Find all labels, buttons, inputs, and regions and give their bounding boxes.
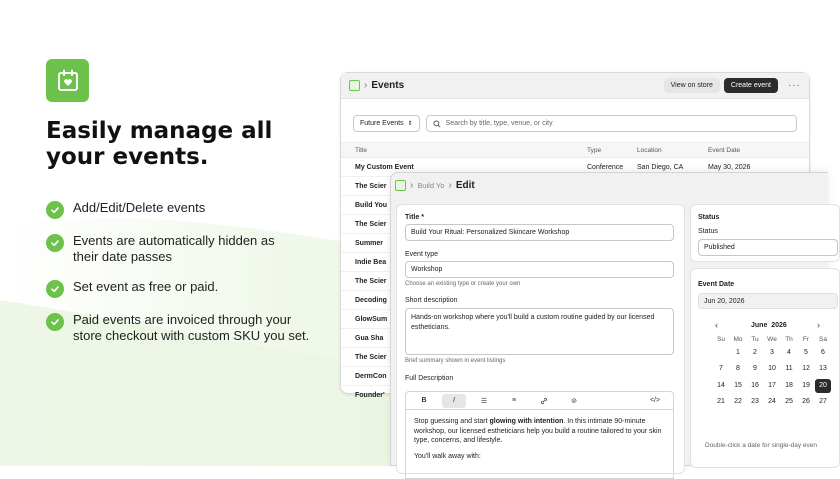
table-cell: The Scier	[355, 353, 387, 361]
more-actions-icon[interactable]: ···	[788, 80, 801, 91]
weekday-label: Fr	[802, 336, 810, 343]
feature-item	[46, 200, 336, 219]
event-date-card	[690, 268, 840, 468]
create-event-button[interactable]: Create event	[724, 78, 778, 93]
ordered-list-icon: ≡	[511, 397, 517, 404]
status-label: Status	[698, 228, 718, 235]
calendar-day[interactable]: 22	[734, 397, 742, 405]
status-heading: Status	[698, 214, 720, 221]
calendar-day[interactable]: 13	[819, 365, 827, 373]
weekday-label: Th	[785, 336, 793, 343]
full-description-label: Full Description	[405, 375, 454, 382]
view-on-store-button[interactable]: View on store	[664, 78, 720, 93]
weekday-label: Mo	[733, 336, 743, 343]
weekday-label: Tu	[751, 336, 759, 343]
app-logo	[46, 59, 89, 102]
calendar-day[interactable]: 15	[734, 381, 742, 389]
event-filter-select[interactable]: Future Events ⇕	[353, 115, 420, 132]
feature-text: Add/Edit/Delete events	[73, 200, 206, 215]
calendar-day[interactable]: 17	[768, 381, 776, 389]
edit-header	[391, 173, 828, 197]
calendar-month-year: June 2026	[751, 322, 787, 329]
table-cell: Build You	[355, 201, 388, 209]
calendar-day[interactable]: 6	[821, 349, 825, 356]
event-type-label: Event type	[405, 251, 439, 258]
events-header	[341, 73, 809, 99]
calendar-day[interactable]: 11	[785, 365, 793, 373]
filter-bar	[341, 99, 809, 142]
editor-toolbar	[405, 391, 674, 409]
calendar-day[interactable]: 1	[736, 349, 740, 356]
page-title: Events	[371, 80, 405, 91]
editor-paragraph: Stop guessing and start glowing with intention. In this intimate 90-minute workshop, our licensed estheticians help you build a routine tailored to your skin type, concerns, and lifestyle.	[414, 418, 662, 444]
calendar-day[interactable]: 16	[751, 381, 759, 389]
code-icon: </>	[649, 397, 661, 404]
calendar-day[interactable]: 9	[753, 365, 757, 373]
breadcrumb-chevron-icon: ›	[448, 179, 452, 191]
breadcrumb-event[interactable]: Build Yo	[417, 180, 445, 190]
bold-button[interactable]: B	[421, 397, 427, 404]
table-cell: My Custom Event	[355, 163, 414, 171]
ordered-list-button[interactable]	[502, 394, 526, 408]
table-cell: May 30, 2026	[708, 163, 751, 171]
calendar-day[interactable]: 27	[819, 397, 827, 405]
table-cell: Conference	[587, 163, 624, 171]
check-icon	[46, 313, 64, 331]
table-cell: DermCon	[355, 372, 387, 380]
calendar-day[interactable]: 10	[768, 365, 776, 373]
table-cell: Decoding	[355, 296, 387, 304]
status-card	[690, 204, 840, 262]
column-type[interactable]: Type	[587, 146, 602, 154]
table-header	[341, 142, 809, 158]
event-type-hint: Choose an existing type or create your own	[405, 281, 521, 287]
calendar-day[interactable]: 5	[804, 349, 808, 356]
search-input[interactable]: Search by title, type, venue, or city	[426, 115, 797, 132]
title-label: Title *	[405, 214, 424, 221]
check-icon	[46, 234, 64, 252]
event-type-input[interactable]: Workshop	[405, 261, 674, 278]
bullet-list-button[interactable]	[472, 394, 496, 408]
edit-window	[390, 172, 828, 466]
app-icon[interactable]	[349, 80, 360, 91]
calendar-day[interactable]: 19	[802, 381, 810, 389]
weekday-label: Sa	[819, 336, 827, 343]
calendar-day[interactable]: 3	[770, 349, 774, 356]
feature-item	[46, 279, 336, 298]
feature-item	[46, 233, 336, 265]
table-cell: The Scier	[355, 277, 387, 285]
clear-format-button[interactable]	[562, 394, 586, 408]
headline-line-2: your events.	[46, 144, 209, 170]
calendar-day[interactable]: 4	[787, 349, 791, 356]
select-chevron-icon: ⇕	[407, 121, 413, 127]
next-month-icon[interactable]: ›	[817, 320, 820, 330]
short-description-textarea[interactable]: Hands-on workshop where you'll build a custom routine guided by our licensed estheticians.	[405, 308, 674, 355]
breadcrumb-chevron-icon: ›	[364, 80, 368, 91]
prev-month-icon[interactable]: ‹	[715, 320, 718, 330]
table-cell: Founder'	[355, 391, 385, 399]
weekday-label: Su	[717, 336, 725, 343]
app-icon[interactable]	[395, 180, 406, 191]
column-event-date[interactable]: Event Date	[708, 146, 741, 154]
event-date-heading: Event Date	[698, 281, 735, 288]
search-icon	[433, 120, 441, 128]
event-date-input[interactable]: Jun 20, 2026	[698, 293, 838, 309]
status-select[interactable]: Published	[698, 239, 838, 256]
feature-list	[46, 200, 336, 358]
link-icon	[540, 397, 548, 405]
column-location[interactable]: Location	[637, 146, 662, 154]
clear-format-icon: ⊘	[571, 397, 577, 405]
title-input[interactable]: Build Your Ritual: Personalized Skincare Workshop	[405, 224, 674, 241]
link-button[interactable]	[532, 394, 556, 408]
short-description-hint: Brief summary shown in event listings	[405, 358, 506, 364]
calendar-day[interactable]: 12	[802, 365, 810, 373]
table-cell: Indie Bea	[355, 258, 387, 266]
calendar-day[interactable]: 18	[785, 381, 793, 389]
feature-item	[46, 312, 336, 344]
check-icon	[46, 201, 64, 219]
table-cell: San Diego, CA	[637, 163, 684, 171]
table-cell: Gua Sha	[355, 334, 384, 342]
calendar-day[interactable]: 8	[736, 365, 740, 373]
bullet-list-icon: ☰	[480, 397, 488, 405]
check-icon	[46, 280, 64, 298]
calendar-day[interactable]: 25	[785, 397, 793, 405]
calendar-day[interactable]: 21	[717, 397, 725, 405]
calendar-day[interactable]: 26	[802, 397, 810, 405]
feature-text: Set event as free or paid.	[73, 279, 219, 294]
calendar-day[interactable]: 2	[753, 349, 757, 356]
feature-text: Events are automatically hidden as their date passes	[73, 233, 275, 264]
table-cell: The Scier	[355, 220, 387, 228]
table-cell: Summer	[355, 239, 384, 247]
column-title[interactable]: Title	[355, 146, 368, 154]
calendar-heart-icon	[55, 68, 81, 94]
weekday-label: We	[767, 336, 777, 343]
editor-paragraph: You'll walk away with:	[414, 452, 481, 460]
calendar-day[interactable]: 7	[719, 365, 723, 373]
headline-line-1: Easily manage all	[46, 118, 273, 144]
calendar-day[interactable]: 14	[717, 381, 725, 389]
page-title: Edit	[455, 179, 475, 191]
calendar-day[interactable]: 23	[751, 397, 759, 405]
calendar-day[interactable]: 24	[768, 397, 776, 405]
table-cell: The Scier	[355, 182, 387, 190]
code-view-button[interactable]	[643, 394, 667, 408]
table-cell: GlowSum	[355, 315, 388, 323]
calendar-hint: Double-click a date for single-day even	[705, 442, 818, 449]
italic-button[interactable]: I	[442, 394, 466, 408]
calendar-day[interactable]: 20	[815, 379, 831, 393]
breadcrumb-chevron-icon: ›	[410, 179, 414, 191]
hero-headline	[46, 118, 326, 170]
short-description-label: Short description	[405, 297, 458, 304]
full-description-editor[interactable]	[405, 409, 674, 479]
feature-text: Paid events are invoiced through your store checkout with custom SKU you set.	[73, 312, 310, 343]
